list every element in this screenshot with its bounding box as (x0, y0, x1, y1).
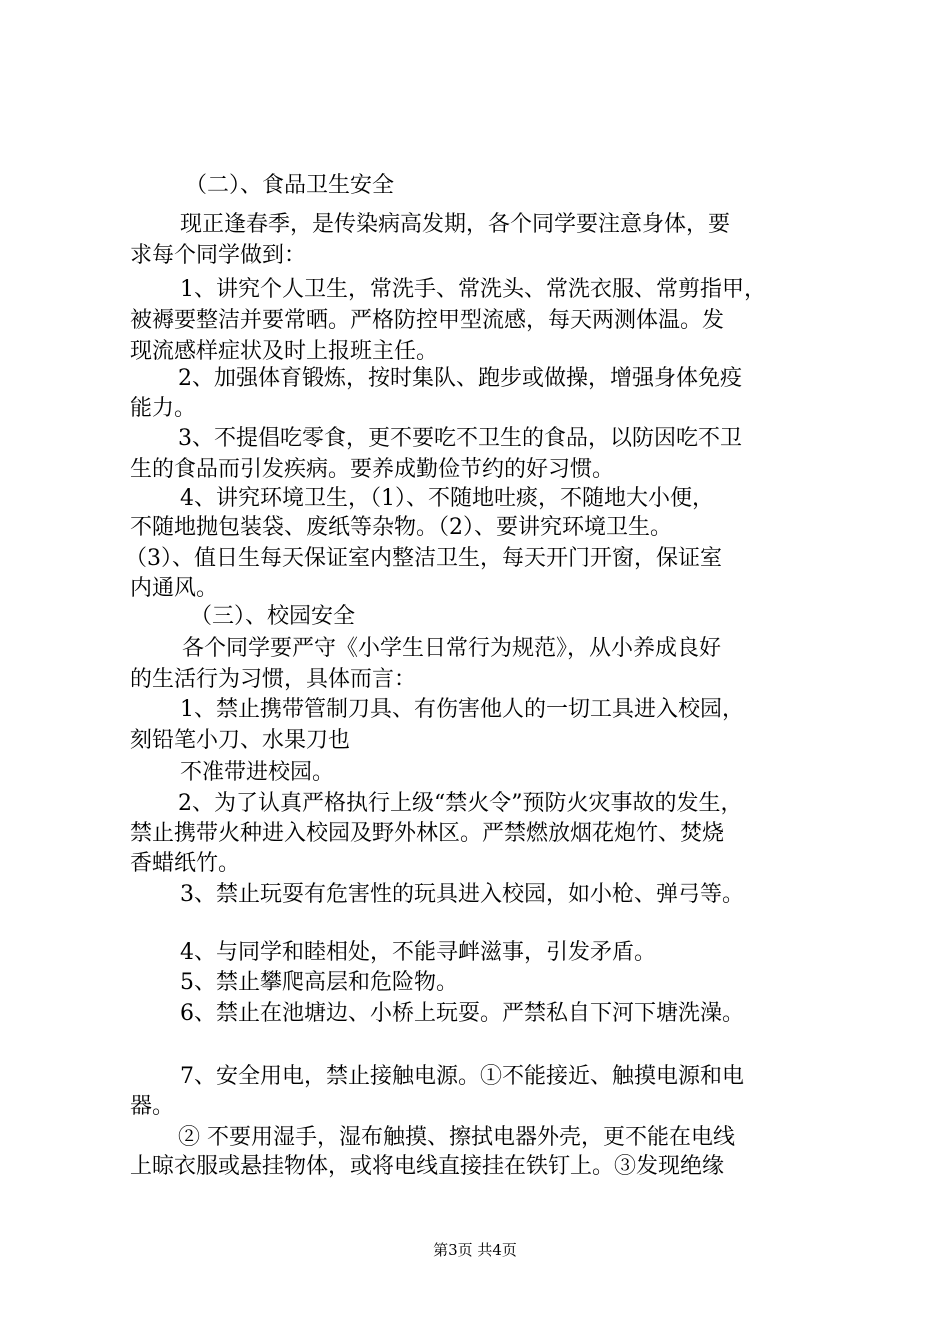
paragraph-line: 4、讲究环境卫生，（1）、不随地吐痰，不随地大小便， (180, 486, 714, 511)
paragraph-line: 刻铅笔小刀、水果刀也 (130, 728, 351, 753)
paragraph-line: 求每个同学做到： (130, 243, 307, 268)
paragraph-line: 1、禁止携带管制刀具、有伤害他人的一切工具进入校园， (180, 697, 744, 722)
paragraph-line: 内通风。 (130, 576, 219, 601)
section-heading-food-safety: （二）、食品卫生安全 (185, 173, 395, 198)
paragraph-line: ② 不要用湿手，湿布触摸、擦拭电器外壳，更不能在电线 (178, 1125, 735, 1150)
paragraph-line: 6、禁止在池塘边、小桥上玩耍。严禁私自下河下塘洗澡。 (180, 1001, 744, 1026)
paragraph-line: 不准带进校园。 (180, 760, 335, 785)
paragraph-line: （3）、值日生每天保证室内整洁卫生，每天开门开窗，保证室 (125, 546, 722, 571)
paragraph-line: 上晾衣服或悬挂物体，或将电线直接挂在铁钉上。③发现绝缘 (130, 1154, 725, 1179)
paragraph-line: 生的食品而引发疾病。要养成勤俭节约的好习惯。 (130, 457, 615, 482)
section-heading-campus-safety: （三）、校园安全 (190, 604, 356, 629)
paragraph-line: 2、为了认真严格执行上级“禁火令”预防火灾事故的发生， (178, 791, 743, 816)
paragraph-line: 现流感样症状及时上报班主任。 (130, 339, 439, 364)
paragraph-line: 3、禁止玩耍有危害性的玩具进入校园，如小枪、弹弓等。 (180, 882, 744, 907)
paragraph-line: 的生活行为习惯，具体而言： (130, 667, 417, 692)
page-footer-number: 第3页 共4页 (433, 1241, 517, 1259)
paragraph-line: 7、安全用电，禁止接触电源。①不能接近、触摸电源和电 (180, 1064, 744, 1089)
paragraph-line: 1、讲究个人卫生，常洗手、常洗头、常洗衣服、常剪指甲， (180, 277, 766, 302)
paragraph-line: 被褥要整洁并要常晒。严格防控甲型流感，每天两测体温。发 (130, 308, 725, 333)
paragraph-line: 器。 (130, 1094, 175, 1119)
paragraph-line: 3、不提倡吃零食，更不要吃不卫生的食品，以防因吃不卫 (178, 426, 742, 451)
paragraph-line: 能力。 (130, 396, 197, 421)
paragraph-line: 2、加强体育锻炼，按时集队、跑步或做操，增强身体免疫 (178, 366, 742, 391)
paragraph-line: 各个同学要严守《小学生日常行为规范》，从小养成良好 (182, 636, 722, 661)
paragraph-line: 5、禁止攀爬高层和危险物。 (180, 970, 458, 995)
paragraph-line: 不随地抛包装袋、废纸等杂物。（2）、要讲究环境卫生。 (130, 515, 672, 540)
paragraph-line: 4、与同学和睦相处，不能寻衅滋事，引发矛盾。 (180, 940, 656, 965)
paragraph-line: 现正逢春季，是传染病高发期，各个同学要注意身体，要 (180, 212, 731, 237)
paragraph-line: 香蜡纸竹。 (130, 851, 241, 876)
paragraph-line: 禁止携带火种进入校园及野外林区。严禁燃放烟花炮竹、焚烧 (130, 821, 725, 846)
